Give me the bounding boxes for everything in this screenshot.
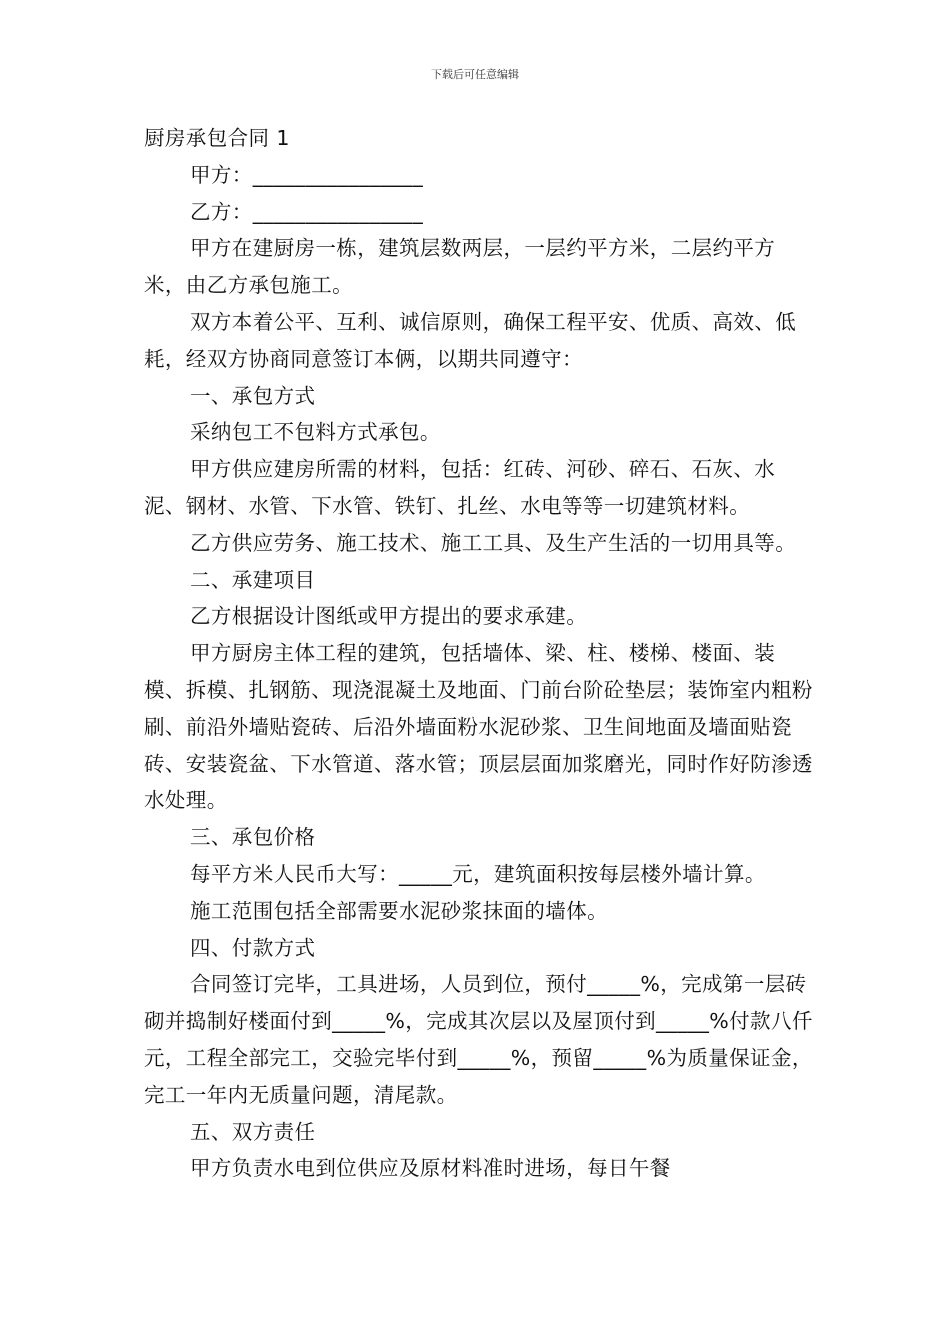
section-heading-project-items: 二、承建项目 bbox=[190, 567, 316, 592]
section-heading-price: 三、承包价格 bbox=[190, 825, 316, 850]
paragraph-unit-price: 每平方米人民币大写：_____元，建筑面积按每层楼外墙计算。 bbox=[190, 861, 766, 886]
paragraph-project-description: 甲方在建厨房一栋，建筑层数两层，一层约平方米，二层约平方米，由乙方承包施工。 bbox=[144, 236, 776, 298]
paragraph-party-b-labor: 乙方供应劳务、施工技术、施工工具、及生产生活的一切用具等。 bbox=[190, 530, 797, 555]
paragraph-contract-method: 采纳包工不包料方式承包。 bbox=[190, 420, 441, 445]
paragraph-plastering-scope: 施工范围包括全部需要水泥砂浆抹面的墙体。 bbox=[190, 898, 608, 923]
section-heading-contract-method: 一、承包方式 bbox=[190, 383, 316, 408]
document-title: 厨房承包合同 1 bbox=[144, 126, 290, 150]
paragraph-design-basis: 乙方根据设计图纸或甲方提出的要求承建。 bbox=[190, 604, 588, 629]
page-header-note: 下载后可任意编辑 bbox=[431, 68, 519, 81]
party-a-line: 甲方：________________ bbox=[190, 162, 424, 187]
party-b-line: 乙方：________________ bbox=[190, 199, 424, 224]
section-heading-payment: 四、付款方式 bbox=[190, 935, 316, 960]
paragraph-party-a-responsibility: 甲方负责水电到位供应及原材料准时进场，每日午餐 bbox=[190, 1156, 671, 1181]
section-heading-responsibilities: 五、双方责任 bbox=[190, 1119, 316, 1144]
contract-body bbox=[144, 120, 814, 1187]
paragraph-party-a-materials: 甲方供应建房所需的材料，包括：红砖、河砂、碎石、石灰、水泥、钢材、水管、下水管、铁钉、扎丝、水电等等一切建筑材料。 bbox=[144, 457, 776, 518]
paragraph-principles: 双方本着公平、互利、诚信原则，确保工程平安、优质、高效、低耗，经双方协商同意签订本俩，以期共同遵守： bbox=[144, 309, 797, 371]
paragraph-construction-scope: 甲方厨房主体工程的建筑，包括墙体、梁、柱、楼梯、楼面、装模、拆模、扎钢筋、现浇混凝土及地面、门前台阶砼垫层；装饰室内粗粉刷、前沿外墙贴瓷砖、后沿外墙面粉水泥砂浆、卫生间地面及墙面贴瓷砖、安装瓷盆、下水管道、落水管；顶层层面加浆磨光，同时作好防渗透水处理。 bbox=[144, 641, 813, 813]
paragraph-payment-terms: 合同签订完毕，工具进场，人员到位，预付_____%，完成第一层砖砌并捣制好楼面付到_____%，完成其次层以及屋顶付到_____%付款八仟元，工程全部完工，交验完毕付到_____%，预留_____%为质量保证金，完工一年内无质量问题，清尾款。 bbox=[144, 972, 813, 1107]
